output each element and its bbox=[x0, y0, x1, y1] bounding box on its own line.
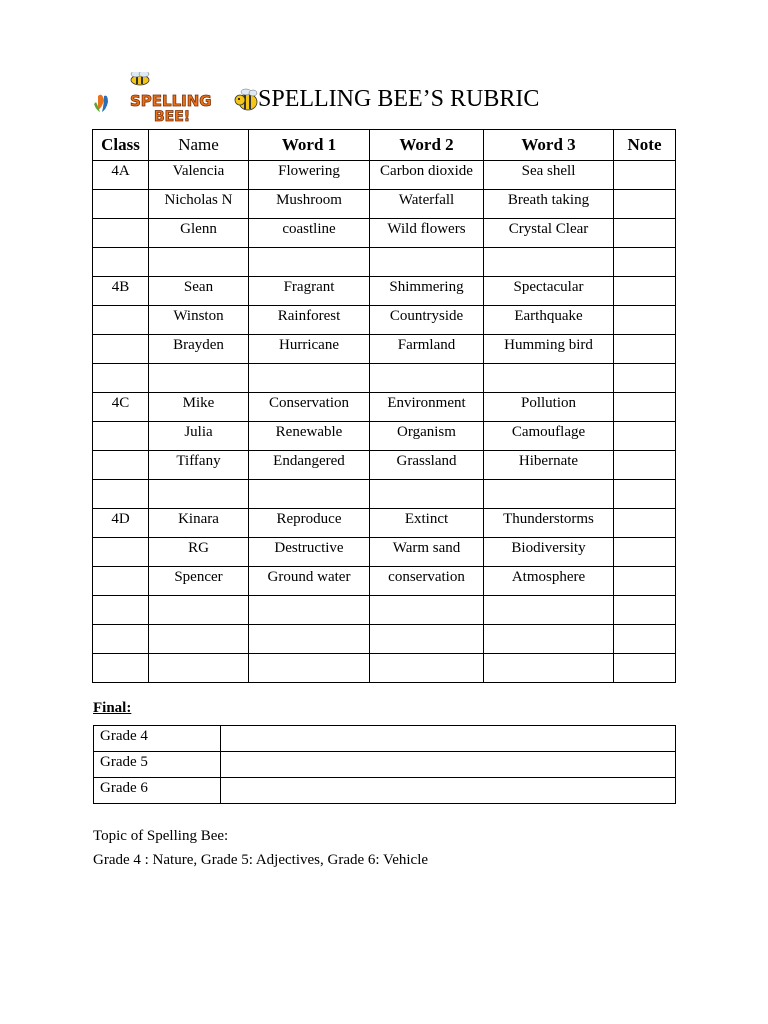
cell-word-3 bbox=[484, 596, 614, 625]
cell-class bbox=[93, 364, 149, 393]
cell-name bbox=[149, 480, 249, 509]
cell-name bbox=[149, 654, 249, 683]
cell-word-3 bbox=[484, 364, 614, 393]
cell-word-2: Shimmering bbox=[370, 277, 484, 306]
cell-note bbox=[614, 509, 676, 538]
grade-label-cell: Grade 6 bbox=[94, 778, 221, 804]
cell-name: Kinara bbox=[149, 509, 249, 538]
cell-word-2: Carbon dioxide bbox=[370, 161, 484, 190]
column-header-note: Note bbox=[614, 130, 676, 161]
cell-word-3 bbox=[484, 480, 614, 509]
cell-word-1 bbox=[249, 596, 370, 625]
cell-word-3 bbox=[484, 654, 614, 683]
table-row bbox=[93, 451, 676, 480]
cell-word-1: Destructive bbox=[249, 538, 370, 567]
cell-word-2: Grassland bbox=[370, 451, 484, 480]
cell-class bbox=[93, 654, 149, 683]
final-row bbox=[94, 778, 676, 804]
cell-word-2: conservation bbox=[370, 567, 484, 596]
cell-word-2 bbox=[370, 364, 484, 393]
grade-value-cell bbox=[221, 778, 676, 804]
cell-word-3: Humming bird bbox=[484, 335, 614, 364]
table-row bbox=[93, 306, 676, 335]
cell-class bbox=[93, 480, 149, 509]
cell-name bbox=[149, 364, 249, 393]
cell-word-1: Rainforest bbox=[249, 306, 370, 335]
cell-word-2 bbox=[370, 480, 484, 509]
cell-word-1 bbox=[249, 364, 370, 393]
cell-name bbox=[149, 248, 249, 277]
cell-note bbox=[614, 567, 676, 596]
final-row bbox=[94, 726, 676, 752]
cell-note bbox=[614, 277, 676, 306]
spelling-bee-logo bbox=[88, 72, 258, 124]
cell-note bbox=[614, 538, 676, 567]
cell-name bbox=[149, 596, 249, 625]
cell-note bbox=[614, 654, 676, 683]
cell-word-2: Countryside bbox=[370, 306, 484, 335]
cell-name: Mike bbox=[149, 393, 249, 422]
cell-word-1: Mushroom bbox=[249, 190, 370, 219]
page-title: SPELLING BEE’S RUBRIC bbox=[258, 86, 540, 112]
cell-word-2 bbox=[370, 248, 484, 277]
cell-word-3: Spectacular bbox=[484, 277, 614, 306]
grade-label-cell: Grade 4 bbox=[94, 726, 221, 752]
cell-note bbox=[614, 625, 676, 654]
rubric-body bbox=[93, 161, 676, 683]
grade-value-cell bbox=[221, 752, 676, 778]
cell-note bbox=[614, 190, 676, 219]
logo-word-spelling: SPELLING bbox=[130, 92, 212, 110]
cell-class bbox=[93, 248, 149, 277]
table-row bbox=[93, 190, 676, 219]
cell-note bbox=[614, 422, 676, 451]
cell-word-1: Fragrant bbox=[249, 277, 370, 306]
cell-class bbox=[93, 451, 149, 480]
column-header-word-1: Word 1 bbox=[249, 130, 370, 161]
cell-name: Julia bbox=[149, 422, 249, 451]
cell-word-1 bbox=[249, 625, 370, 654]
cell-word-1: Reproduce bbox=[249, 509, 370, 538]
cell-name bbox=[149, 625, 249, 654]
cell-name: Glenn bbox=[149, 219, 249, 248]
big-bee-icon bbox=[235, 89, 257, 110]
column-header-class: Class bbox=[93, 130, 149, 161]
cell-name: Sean bbox=[149, 277, 249, 306]
cell-word-2: Farmland bbox=[370, 335, 484, 364]
cell-class bbox=[93, 422, 149, 451]
header bbox=[80, 72, 680, 124]
cell-word-2: Extinct bbox=[370, 509, 484, 538]
cell-word-3: Pollution bbox=[484, 393, 614, 422]
cell-class: 4A bbox=[93, 161, 149, 190]
cell-word-1: Ground water bbox=[249, 567, 370, 596]
final-row bbox=[94, 752, 676, 778]
cell-name: Nicholas N bbox=[149, 190, 249, 219]
cell-word-2 bbox=[370, 654, 484, 683]
cell-note bbox=[614, 480, 676, 509]
cell-word-1: Conservation bbox=[249, 393, 370, 422]
cell-name: Winston bbox=[149, 306, 249, 335]
cell-word-3 bbox=[484, 248, 614, 277]
cell-word-3: Atmosphere bbox=[484, 567, 614, 596]
grade-value-cell bbox=[221, 726, 676, 752]
table-row bbox=[93, 248, 676, 277]
table-row bbox=[93, 509, 676, 538]
final-body bbox=[94, 726, 676, 804]
table-row bbox=[93, 654, 676, 683]
cell-word-3: Thunderstorms bbox=[484, 509, 614, 538]
cell-class: 4C bbox=[93, 393, 149, 422]
cell-word-1: coastline bbox=[249, 219, 370, 248]
table-row bbox=[93, 364, 676, 393]
cell-class: 4B bbox=[93, 277, 149, 306]
cell-note bbox=[614, 306, 676, 335]
table-row bbox=[93, 422, 676, 451]
cell-class: 4D bbox=[93, 509, 149, 538]
column-header-name: Name bbox=[149, 130, 249, 161]
column-header-word-3: Word 3 bbox=[484, 130, 614, 161]
cell-word-3: Crystal Clear bbox=[484, 219, 614, 248]
final-table bbox=[93, 725, 676, 804]
cell-class bbox=[93, 538, 149, 567]
cell-name: Brayden bbox=[149, 335, 249, 364]
table-row bbox=[93, 219, 676, 248]
cell-class bbox=[93, 625, 149, 654]
rubric-table bbox=[92, 129, 676, 683]
cell-word-3: Camouflage bbox=[484, 422, 614, 451]
table-row bbox=[93, 161, 676, 190]
cell-note bbox=[614, 219, 676, 248]
cell-name: Valencia bbox=[149, 161, 249, 190]
cell-word-1 bbox=[249, 248, 370, 277]
final-label: Final: bbox=[93, 700, 132, 716]
table-row bbox=[93, 538, 676, 567]
cell-word-1: Flowering bbox=[249, 161, 370, 190]
cell-note bbox=[614, 393, 676, 422]
table-row bbox=[93, 625, 676, 654]
cell-word-2: Environment bbox=[370, 393, 484, 422]
cell-word-1: Hurricane bbox=[249, 335, 370, 364]
cell-word-2 bbox=[370, 625, 484, 654]
cell-word-1 bbox=[249, 480, 370, 509]
cell-class bbox=[93, 306, 149, 335]
cell-note bbox=[614, 335, 676, 364]
cell-word-1 bbox=[249, 654, 370, 683]
cell-word-2: Waterfall bbox=[370, 190, 484, 219]
table-row bbox=[93, 596, 676, 625]
small-bee-icon bbox=[131, 72, 149, 85]
table-row bbox=[93, 277, 676, 306]
cell-note bbox=[614, 248, 676, 277]
topic-detail: Grade 4 : Nature, Grade 5: Adjectives, Grade 6: Vehicle bbox=[93, 852, 429, 868]
cell-class bbox=[93, 190, 149, 219]
cell-word-3: Earthquake bbox=[484, 306, 614, 335]
table-row bbox=[93, 480, 676, 509]
cell-note bbox=[614, 596, 676, 625]
cell-note bbox=[614, 161, 676, 190]
leaf-mark-icon bbox=[94, 95, 108, 112]
cell-word-3: Hibernate bbox=[484, 451, 614, 480]
cell-note bbox=[614, 451, 676, 480]
cell-name: Spencer bbox=[149, 567, 249, 596]
cell-name: Tiffany bbox=[149, 451, 249, 480]
table-row bbox=[93, 567, 676, 596]
cell-word-1: Endangered bbox=[249, 451, 370, 480]
cell-class bbox=[93, 567, 149, 596]
cell-word-1: Renewable bbox=[249, 422, 370, 451]
cell-word-2 bbox=[370, 596, 484, 625]
cell-note bbox=[614, 364, 676, 393]
cell-word-3 bbox=[484, 625, 614, 654]
cell-word-3: Breath taking bbox=[484, 190, 614, 219]
cell-word-2: Organism bbox=[370, 422, 484, 451]
cell-class bbox=[93, 335, 149, 364]
cell-class bbox=[93, 219, 149, 248]
cell-word-3: Biodiversity bbox=[484, 538, 614, 567]
cell-name: RG bbox=[149, 538, 249, 567]
column-header-word-2: Word 2 bbox=[370, 130, 484, 161]
table-row bbox=[93, 335, 676, 364]
cell-word-2: Wild flowers bbox=[370, 219, 484, 248]
grade-label-cell: Grade 5 bbox=[94, 752, 221, 778]
topic-title: Topic of Spelling Bee: bbox=[93, 828, 229, 844]
cell-class bbox=[93, 596, 149, 625]
logo-word-bee: BEE! bbox=[154, 109, 191, 124]
cell-word-3: Sea shell bbox=[484, 161, 614, 190]
cell-word-2: Warm sand bbox=[370, 538, 484, 567]
rubric-header-row bbox=[93, 130, 676, 161]
table-row bbox=[93, 393, 676, 422]
